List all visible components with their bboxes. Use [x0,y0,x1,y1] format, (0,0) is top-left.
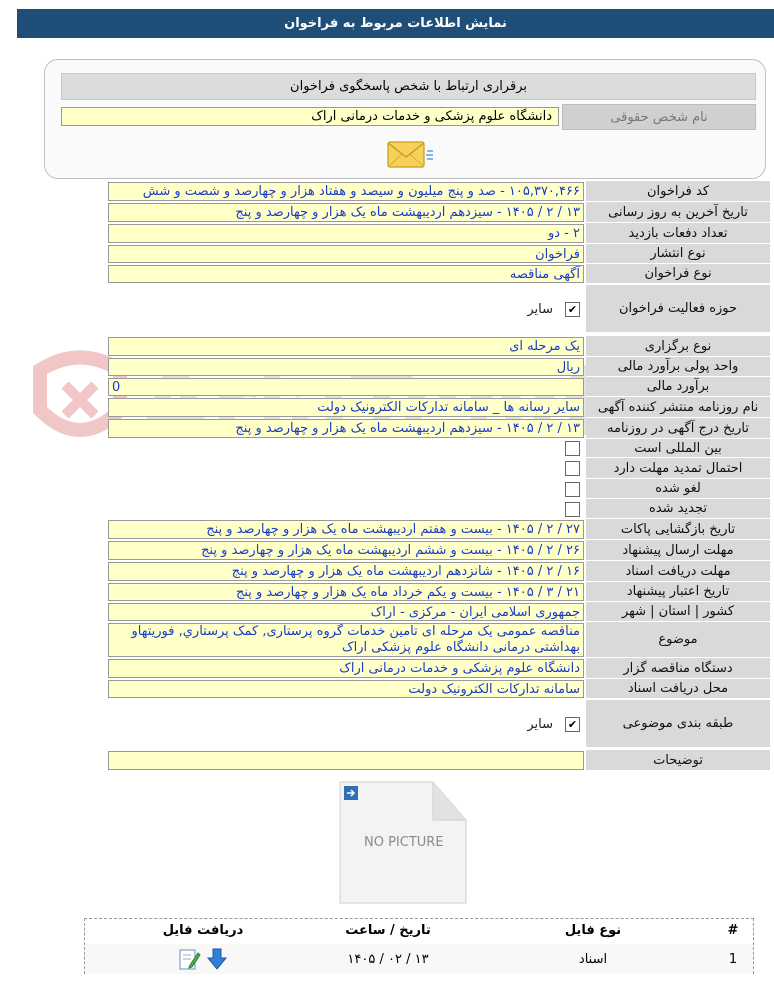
row-newspaper [108,397,770,418]
row-file-type: اسناد [578,951,608,967]
category-label: طبقه بندی موضوعی [586,700,770,748]
no-picture-text: NO PICTURE [364,835,444,850]
cancelled-label: لغو شده [586,479,770,499]
row-send-deadline [108,540,770,561]
international-label: بین المللی است [586,439,770,458]
activity-label: حوزه فعالیت فراخوان [586,285,770,333]
row-extension [108,458,770,479]
visits-value: ۲ - دو [108,224,584,243]
subject-value: مناقصه عمومی یک مرحله ای تامین خدمات گروه پرستاری, کمک پرستاري, فوریتهاو بهداشتی درمانی دانشگاه علوم پزشکی اراک [108,623,584,657]
table-row [85,944,753,974]
location-value: جمهوری اسلامی ایران - مرکزی - اراک [108,603,584,621]
row-holding-type [108,336,770,357]
send-deadline-value: ۲۶ / ۲ / ۱۴۰۵ - بیست و ششم اردیبهشت ماه یک هزار و چهارصد و پنج [108,541,584,560]
row-renewed [108,499,770,519]
activity-option-label: سایر [527,301,553,317]
row-category [108,700,770,748]
renewed-label: تجدید شده [586,499,770,519]
row-description [108,750,770,771]
contact-panel-title: برقراری ارتباط با شخص پاسخگوی فراخوان [61,73,756,100]
col-file-type: نوع فایل [564,923,622,938]
estimate-value: 0 [108,378,584,396]
publish-type-label: نوع انتشار [586,244,770,264]
col-index: # [727,923,739,938]
edit-document-icon[interactable] [177,947,201,971]
row-visits [108,223,770,244]
row-validity-date [108,582,770,602]
row-newspaper-date [108,418,770,439]
extension-label: احتمال تمدید مهلت دارد [586,458,770,479]
row-doc-place [108,679,770,699]
currency-value: ریال [108,358,584,376]
validity-date-value: ۲۱ / ۳ / ۱۴۰۵ - بیست و یکم خرداد ماه یک هزار و چهارصد و پنج [108,583,584,601]
international-checkbox[interactable] [565,441,580,456]
holding-type-label: نوع برگزاری [586,336,770,357]
doc-place-label: محل دریافت اسناد [586,679,770,699]
code-label: کد فراخوان [586,181,770,202]
newspaper-label: نام روزنامه منتشر کننده آگهی [586,397,770,418]
code-value: ۱۰۵,۳۷۰,۴۶۶ - صد و پنج میلیون و سیصد و هفتاد هزار و چهارصد و شصت و شش [108,182,584,201]
call-type-label: نوع فراخوان [586,264,770,284]
no-picture-image [338,780,468,905]
organizer-value: دانشگاه علوم پزشکی و خدمات درمانی اراک [108,659,584,678]
renewed-checkbox[interactable] [565,502,580,517]
publish-type-value: فراخوان [108,245,584,263]
row-international [108,439,770,458]
page-title: نمایش اطلاعات مربوط به فراخوان [284,16,507,31]
last-update-value: ۱۳ / ۲ / ۱۴۰۵ - سیزدهم اردیبهشت ماه یک هزار و چهارصد و پنج [108,203,584,222]
category-option-label: سایر [527,716,553,732]
activity-options [108,285,586,333]
doc-deadline-label: مهلت دریافت اسناد [586,561,770,582]
row-datetime: ۱۳ / ۰۲ / ۱۴۰۵ [347,951,429,967]
row-code [108,181,770,202]
files-table [84,918,754,974]
col-download: دریافت فایل [162,923,244,938]
opening-date-value: ۲۷ / ۲ / ۱۴۰۵ - بیست و هفتم اردیبهشت ماه یک هزار و چهارصد و پنج [108,520,584,539]
row-call-type [108,264,770,284]
opening-date-label: تاریخ بازگشایی پاکات [586,519,770,540]
envelope-icon[interactable] [385,138,435,172]
send-deadline-label: مهلت ارسال پیشنهاد [586,540,770,561]
cancelled-checkbox[interactable] [565,482,580,497]
col-datetime: تاریخ / ساعت [345,923,431,938]
category-checkbox[interactable]: ✔ [565,717,580,732]
last-update-label: تاریخ آخرین به روز رسانی [586,202,770,223]
row-activity [108,285,770,333]
contact-panel [44,59,766,179]
extension-checkbox[interactable] [565,461,580,476]
visits-label: تعداد دفعات بازدید [586,223,770,244]
row-cancelled [108,479,770,499]
category-options [108,700,586,748]
doc-deadline-value: ۱۶ / ۲ / ۱۴۰۵ - شانزدهم اردیبهشت ماه یک هزار و چهارصد و پنج [108,562,584,581]
legal-person-label: نام شخص حقوقی [562,104,756,130]
files-table-header [85,919,753,942]
description-value [108,751,584,770]
estimate-label: برآورد مالی [586,377,770,397]
download-arrow-icon[interactable] [205,947,229,971]
row-index: 1 [728,951,738,967]
organizer-label: دستگاه مناقصه گزار [586,658,770,679]
row-subject [108,622,770,658]
row-organizer [108,658,770,679]
newspaper-date-value: ۱۳ / ۲ / ۱۴۰۵ - سیزدهم اردیبهشت ماه یک هزار و چهارصد و پنج [108,419,584,438]
legal-person-value: دانشگاه علوم پزشکی و خدمات درمانی اراک [61,107,559,126]
call-type-value: آگهی مناقصه [108,265,584,283]
doc-place-value: سامانه تدارکات الکترونیک دولت [108,680,584,698]
row-opening-date [108,519,770,540]
row-estimate [108,377,770,397]
newspaper-value: سایر رسانه ها _ سامانه تدارکات الکترونیک دولت [108,398,584,417]
page-header [17,9,774,38]
location-label: کشور | استان | شهر [586,602,770,622]
holding-type-value: یک مرحله ای [108,337,584,356]
row-publish-type [108,244,770,264]
description-label: توضیحات [586,750,770,771]
subject-label: موضوع [586,622,770,658]
row-currency [108,357,770,377]
row-doc-deadline [108,561,770,582]
row-last-update [108,202,770,223]
newspaper-date-label: تاریخ درج آگهی در روزنامه [586,418,770,439]
row-download-actions [103,947,303,971]
activity-checkbox[interactable]: ✔ [565,302,580,317]
row-location [108,602,770,622]
currency-label: واحد پولی برآورد مالی [586,357,770,377]
validity-date-label: تاریخ اعتبار پیشنهاد [586,582,770,602]
